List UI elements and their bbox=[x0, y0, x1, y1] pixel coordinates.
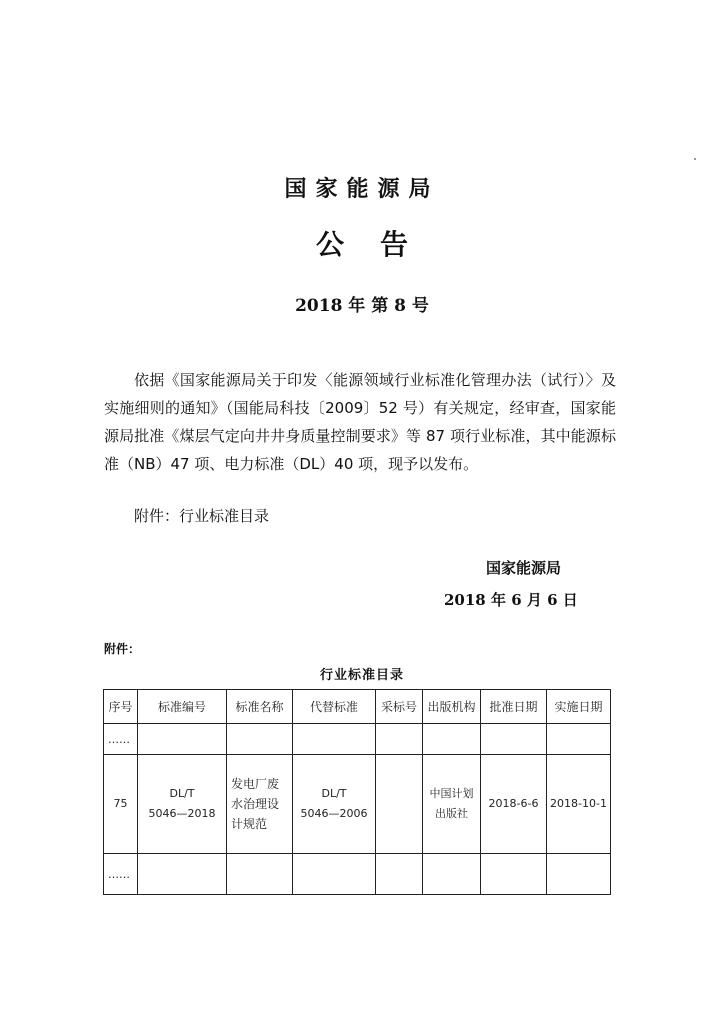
ellipsis-cell: …… bbox=[104, 724, 138, 755]
column-header: 批准日期 bbox=[481, 690, 547, 724]
table-row bbox=[104, 755, 611, 854]
issuing-org-title: 国家能源局 bbox=[284, 177, 440, 202]
publisher-line: 出版社 bbox=[435, 807, 468, 820]
column-header: 序号 bbox=[104, 690, 138, 724]
cell-effective-date: 2018-10-1 bbox=[547, 755, 611, 854]
cell-publisher bbox=[423, 755, 481, 854]
standards-catalog-table bbox=[103, 689, 611, 895]
code-line: DL/T bbox=[169, 787, 195, 800]
name-line: 发电厂废 bbox=[231, 777, 280, 791]
announcement-title: 公告 bbox=[315, 228, 444, 261]
column-header: 代替标准 bbox=[293, 690, 376, 724]
cell-code bbox=[138, 755, 227, 854]
attachment-line: 附件：行业标准目录 bbox=[134, 507, 270, 525]
name-line: 计规范 bbox=[231, 817, 268, 831]
table-row bbox=[104, 724, 611, 755]
table-title: 行业标准目录 bbox=[319, 668, 404, 683]
announcement-number: 2018 年 第 8 号 bbox=[295, 296, 429, 316]
replaced-line: DL/T bbox=[321, 787, 347, 800]
column-header: 实施日期 bbox=[547, 690, 611, 724]
signature-org: 国家能源局 bbox=[486, 559, 562, 577]
column-header: 标准名称 bbox=[227, 690, 293, 724]
column-header: 标准编号 bbox=[138, 690, 227, 724]
code-line: 5046—2018 bbox=[148, 807, 216, 820]
cell-replaced bbox=[293, 755, 376, 854]
cell-adopted bbox=[376, 755, 423, 854]
announcement-body: 依据《国家能源局关于印发〈能源领域行业标准化管理办法（试行）〉及实施细则的通知》（国能局科技〔2009〕52 号）有关规定，经审查，国家能源局批准《煤层气定向井井身质量控制要求》等 87 项行业标准，其中能源标准（NB）47 项、电力标准（DL）40 项，现予以发布。 bbox=[104, 371, 616, 473]
ellipsis-cell: …… bbox=[104, 854, 138, 895]
replaced-line: 5046—2006 bbox=[300, 807, 368, 820]
name-line: 水治理设 bbox=[231, 797, 280, 811]
column-header: 采标号 bbox=[376, 690, 423, 724]
column-header: 出版机构 bbox=[423, 690, 481, 724]
table-row bbox=[104, 854, 611, 895]
signature-date: 2018 年 6 月 6 日 bbox=[444, 591, 578, 609]
cell-approve-date: 2018-6-6 bbox=[481, 755, 547, 854]
publisher-line: 中国计划 bbox=[429, 787, 474, 800]
annex-label: 附件： bbox=[104, 642, 141, 656]
cell-no: 75 bbox=[104, 755, 138, 854]
scan-speck bbox=[694, 158, 696, 160]
cell-name bbox=[227, 755, 293, 854]
table-header-row bbox=[104, 690, 611, 724]
